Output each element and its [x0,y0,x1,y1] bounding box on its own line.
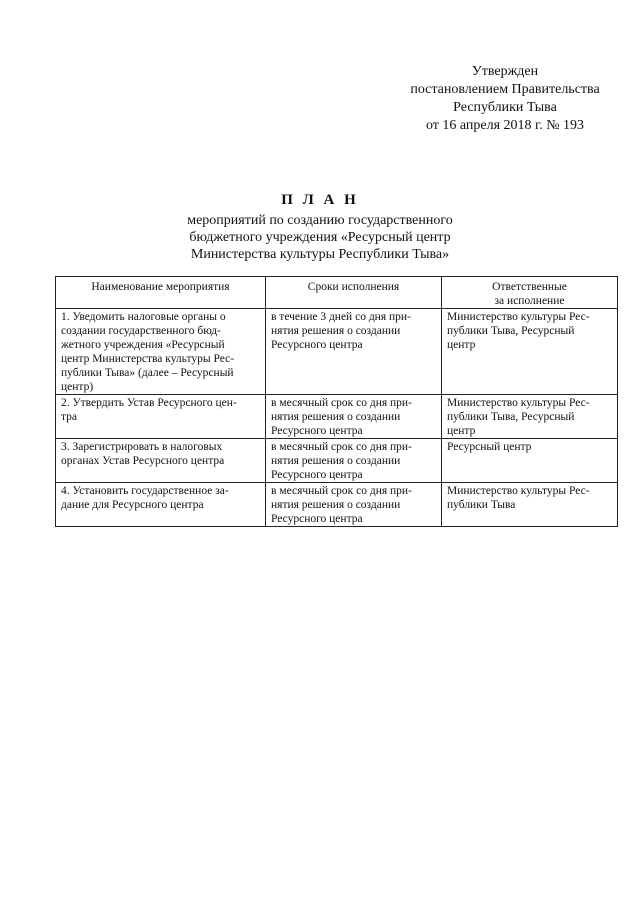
responsible-cell: Министерство культуры Рес- публики Тыва, Ресурсный центр [442,309,618,395]
table-header-row [56,277,618,309]
approval-line-3: Республики Тыва [453,100,557,115]
deadline-cell: в месячный срок со дня при- нятия решения о создании Ресурсного центра [266,395,442,439]
activity-cell: 3. Зарегистрировать в налоговых органах Устав Ресурсного центра [56,439,266,483]
header-activity [56,277,266,309]
activity-cell: 4. Установить государственное за- дание для Ресурсного центра [56,483,266,527]
plan-table [55,276,618,527]
approval-line-2: постановлением Правительства [410,82,600,97]
plan-subtitle-line-1: мероприятий по созданию государственного [187,213,453,228]
activity-cell: 2. Утвердить Устав Ресурсного цен- тра [56,395,266,439]
activity-cell: 1. Уведомить налоговые органы о создании государственного бюд- жетного учреждения «Ресурсный центр Министерства культуры Рес- публики Тыва» (далее – Ресурсный центр) [56,309,266,395]
table-row [56,309,618,395]
header-deadline-label: Сроки исполнения [307,281,400,293]
deadline-cell: в месячный срок со дня при- нятия решения о создании Ресурсного центра [266,483,442,527]
responsible-cell: Министерство культуры Рес- публики Тыва, Ресурсный центр [442,395,618,439]
plan-subtitle-line-3: Министерства культуры Республики Тыва» [190,247,450,262]
table-row [56,483,618,527]
plan-heading [150,190,490,263]
responsible-cell: Ресурсный центр [442,439,618,483]
approval-line-4: от 16 апреля 2018 г. № 193 [425,118,585,133]
table-row [56,395,618,439]
approval-line-1: Утвержден [471,64,539,79]
plan-subtitle-line-2: бюджетного учреждения «Ресурсный центр [189,230,451,245]
header-responsible [442,277,618,309]
responsible-cell: Министерство культуры Рес- публики Тыва [442,483,618,527]
header-deadline [266,277,442,309]
deadline-cell: в течение 3 дней со дня при- нятия решения о создании Ресурсного центра [266,309,442,395]
plan-title: П Л А Н [281,192,359,208]
approval-stamp [386,63,624,135]
deadline-cell: в месячный срок со дня при- нятия решения о создании Ресурсного центра [266,439,442,483]
table-row [56,439,618,483]
header-responsible-label: Ответственные за исполнение [492,281,567,307]
header-activity-label: Наименование мероприятия [91,281,230,293]
